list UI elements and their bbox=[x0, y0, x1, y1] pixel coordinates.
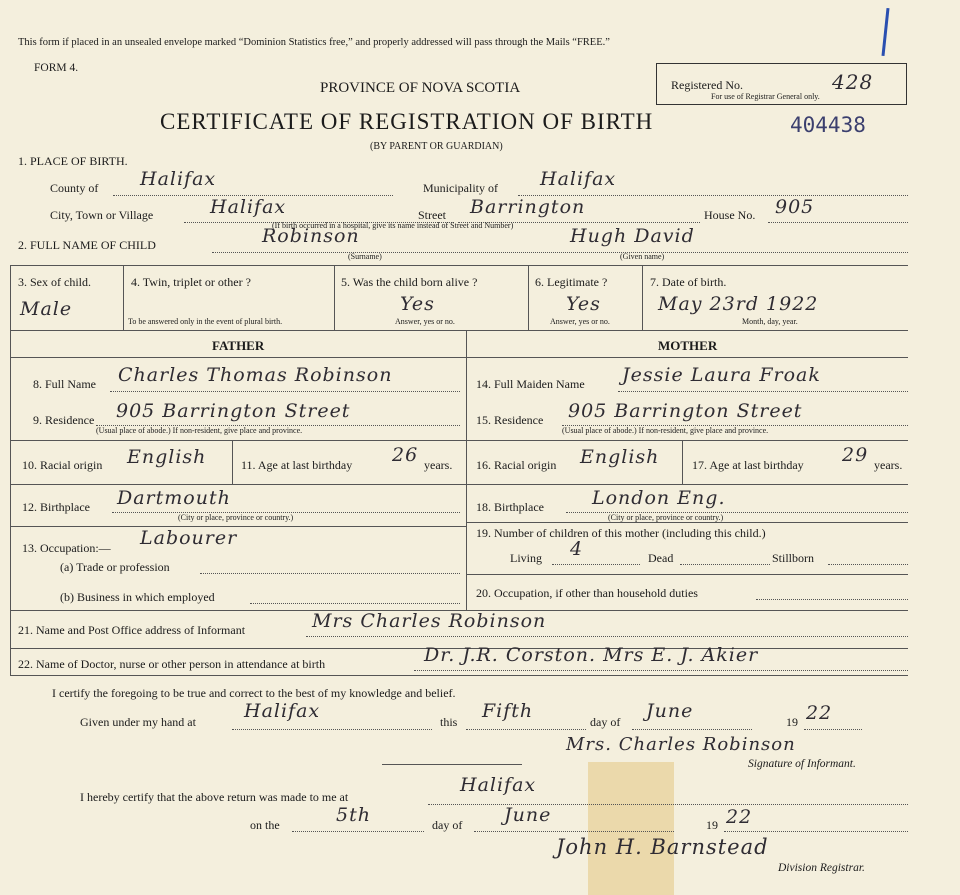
registrar-day-line bbox=[292, 831, 424, 832]
certificate-title: CERTIFICATE OF REGISTRATION OF BIRTH bbox=[160, 109, 654, 134]
registrar-month-line bbox=[474, 831, 674, 832]
informant-label: 21. Name and Post Office address of Informant bbox=[18, 623, 246, 637]
given-place: Halifax bbox=[244, 700, 321, 722]
business-label: (b) Business in which employed bbox=[60, 590, 215, 604]
stillborn-label: Stillborn bbox=[772, 551, 815, 565]
registrar-day-of-label: day of bbox=[432, 818, 463, 832]
month-line bbox=[632, 729, 752, 730]
business-line bbox=[250, 603, 460, 604]
doctor-label: 22. Name of Doctor, nurse or other person in attendance at birth bbox=[18, 657, 326, 671]
registered-number: 428 bbox=[832, 70, 874, 94]
registrar-signature: John H. Barnstead bbox=[556, 835, 769, 859]
father-racial: English bbox=[127, 446, 207, 468]
trade-line bbox=[200, 573, 460, 574]
rule-mother-racial bbox=[466, 484, 908, 485]
child-name-line bbox=[212, 252, 908, 253]
stamp-number: 404438 bbox=[790, 113, 866, 137]
mother-birthplace-label: 18. Birthplace bbox=[476, 500, 544, 514]
father-age-label: 11. Age at last birthday bbox=[241, 458, 353, 472]
surname-caption: (Surname) bbox=[348, 252, 382, 261]
given-label: Given under my hand at bbox=[80, 715, 196, 729]
father-heading: FATHER bbox=[212, 338, 265, 353]
signature-caption: Signature of Informant. bbox=[748, 758, 856, 770]
county-value: Halifax bbox=[140, 168, 217, 190]
rule-mother-children bbox=[466, 574, 908, 575]
certify-month: June bbox=[646, 700, 694, 722]
rule-mother-residence bbox=[466, 440, 908, 441]
day-of-label: day of bbox=[590, 715, 621, 729]
rule-doctor bbox=[10, 675, 908, 676]
registrar-caption: Division Registrar. bbox=[778, 862, 865, 874]
place-section-label: 1. PLACE OF BIRTH. bbox=[18, 154, 128, 168]
child-surname: Robinson bbox=[262, 225, 360, 247]
living-line bbox=[552, 564, 640, 565]
doctor-name: Dr. J.R. Corston. Mrs E. J. Akier bbox=[424, 644, 759, 666]
county-label: County of bbox=[50, 181, 99, 195]
mother-occupation-label: 20. Occupation, if other than household duties bbox=[476, 586, 698, 600]
sex-value: Male bbox=[20, 298, 73, 320]
mother-name-label: 14. Full Maiden Name bbox=[476, 377, 585, 391]
mother-birthplace-note: (City or place, province or country.) bbox=[608, 513, 724, 522]
certify-year: 22 bbox=[806, 702, 833, 724]
registrar-place-line bbox=[428, 804, 908, 805]
legitimate-note: Answer, yes or no. bbox=[550, 317, 610, 326]
twin-note: To be answered only in the event of plural birth. bbox=[128, 317, 283, 326]
city-value: Halifax bbox=[210, 196, 287, 218]
father-racial-label: 10. Racial origin bbox=[22, 458, 103, 472]
rule-details-bottom bbox=[10, 330, 908, 331]
given-place-line bbox=[232, 729, 432, 730]
given-name-caption: (Given name) bbox=[620, 252, 665, 261]
registrar-month: June bbox=[504, 804, 552, 826]
registrar-year-line bbox=[724, 831, 908, 832]
signature-short-line bbox=[382, 764, 522, 765]
mother-residence-label: 15. Residence bbox=[476, 413, 544, 427]
father-occupation-label: 13. Occupation:— bbox=[22, 541, 111, 555]
registered-note: For use of Registrar General only. bbox=[711, 92, 820, 101]
mother-age: 29 bbox=[842, 444, 869, 466]
mother-age-label: 17. Age at last birthday bbox=[692, 458, 804, 472]
father-name: Charles Thomas Robinson bbox=[118, 364, 393, 386]
alive-value: Yes bbox=[400, 293, 435, 315]
div-father-racial-age bbox=[232, 440, 233, 484]
living-value: 4 bbox=[570, 538, 584, 560]
house-label: House No. bbox=[704, 208, 756, 222]
alive-label: 5. Was the child born alive ? bbox=[341, 275, 478, 289]
father-age-unit: years. bbox=[424, 458, 453, 472]
registrar-year: 22 bbox=[726, 806, 753, 828]
div-alive-legit bbox=[528, 265, 529, 330]
certify-statement: I certify the foregoing to be true and correct to the best of my knowledge and belief. bbox=[52, 686, 456, 700]
mother-age-unit: years. bbox=[874, 458, 903, 472]
dob-label: 7. Date of birth. bbox=[650, 275, 727, 289]
street-value: Barrington bbox=[470, 196, 586, 218]
province-heading: PROVINCE OF NOVA SCOTIA bbox=[320, 80, 521, 96]
father-residence: 905 Barrington Street bbox=[116, 400, 351, 422]
rule-father-residence bbox=[10, 440, 466, 441]
informant-line bbox=[306, 636, 908, 637]
dob-note: Month, day, year. bbox=[742, 317, 798, 326]
on-the-label: on the bbox=[250, 818, 280, 832]
father-name-line bbox=[110, 391, 460, 392]
mother-birthplace: London Eng. bbox=[592, 487, 726, 509]
father-age: 26 bbox=[392, 444, 419, 466]
postal-notice: This form if placed in an unsealed envelope marked “Dominion Statistics free,” and properly addressed will pass through the Mails “FREE.” bbox=[18, 37, 610, 48]
div-legit-date bbox=[642, 265, 643, 330]
father-occupation: Labourer bbox=[140, 527, 238, 549]
municipality-label: Municipality of bbox=[423, 181, 498, 195]
form-number: FORM 4. bbox=[34, 62, 79, 74]
legitimate-label: 6. Legitimate ? bbox=[535, 275, 608, 289]
street-label: Street bbox=[418, 208, 446, 222]
father-residence-note: (Usual place of abode.) If non-resident, give place and province. bbox=[96, 426, 303, 435]
mother-residence-note: (Usual place of abode.) If non-resident, give place and province. bbox=[562, 426, 769, 435]
father-birthplace-note: (City or place, province or country.) bbox=[178, 513, 294, 522]
rule-details-top bbox=[10, 265, 908, 266]
certify-day: Fifth bbox=[482, 700, 534, 722]
certificate-subtitle: (BY PARENT OR GUARDIAN) bbox=[370, 141, 503, 152]
year-prefix: 19 bbox=[786, 715, 798, 729]
dead-label: Dead bbox=[648, 551, 674, 565]
rule-mother-birthplace bbox=[466, 522, 908, 523]
mother-residence: 905 Barrington Street bbox=[568, 400, 803, 422]
house-line bbox=[768, 222, 908, 223]
informant-signature: Mrs. Charles Robinson bbox=[566, 734, 796, 755]
child-given-name: Hugh David bbox=[570, 225, 695, 247]
div-sex-twin bbox=[123, 265, 124, 330]
children-count-label: 19. Number of children of this mother (including this child.) bbox=[476, 526, 766, 540]
parents-divider bbox=[466, 330, 467, 610]
doctor-line bbox=[414, 670, 908, 671]
mother-heading: MOTHER bbox=[658, 338, 718, 353]
this-label: this bbox=[440, 715, 458, 729]
mother-racial: English bbox=[580, 446, 660, 468]
day-line bbox=[466, 729, 586, 730]
registered-label: Registered No. bbox=[671, 78, 743, 92]
informant-name: Mrs Charles Robinson bbox=[312, 610, 547, 632]
mother-occupation-line bbox=[756, 599, 908, 600]
blue-check-mark bbox=[881, 8, 889, 56]
father-residence-label: 9. Residence bbox=[33, 413, 95, 427]
father-name-label: 8. Full Name bbox=[33, 377, 96, 391]
rule-father-racial bbox=[10, 484, 466, 485]
house-value: 905 bbox=[775, 196, 815, 218]
div-mother-racial-age bbox=[682, 440, 683, 484]
city-label: City, Town or Village bbox=[50, 208, 154, 222]
alive-note: Answer, yes or no. bbox=[395, 317, 455, 326]
rule-father-birthplace bbox=[10, 526, 466, 527]
registrar-statement: I hereby certify that the above return was made to me at bbox=[80, 790, 349, 804]
mother-name: Jessie Laura Froak bbox=[622, 364, 821, 386]
twin-label: 4. Twin, triplet or other ? bbox=[131, 275, 251, 289]
trade-label: (a) Trade or profession bbox=[60, 560, 170, 574]
child-name-label: 2. FULL NAME OF CHILD bbox=[18, 238, 156, 252]
sex-label: 3. Sex of child. bbox=[18, 275, 91, 289]
living-label: Living bbox=[510, 551, 542, 565]
municipality-value: Halifax bbox=[540, 168, 617, 190]
stillborn-line bbox=[828, 564, 908, 565]
year-line bbox=[804, 729, 862, 730]
mother-name-line bbox=[618, 391, 908, 392]
registrar-day: 5th bbox=[336, 804, 371, 826]
dob-value: May 23rd 1922 bbox=[658, 293, 819, 315]
left-border bbox=[10, 265, 11, 675]
father-birthplace-label: 12. Birthplace bbox=[22, 500, 90, 514]
registrar-place: Halifax bbox=[460, 774, 537, 796]
hospital-note: (If birth occurred in a hospital, give its name instead of Street and Number) bbox=[272, 221, 514, 230]
father-birthplace: Dartmouth bbox=[117, 487, 231, 509]
rule-parents-head bbox=[10, 357, 908, 358]
div-twin-alive bbox=[334, 265, 335, 330]
tape-stain bbox=[588, 762, 674, 895]
dead-line bbox=[680, 564, 770, 565]
registrar-year-prefix: 19 bbox=[706, 818, 718, 832]
legitimate-value: Yes bbox=[566, 293, 601, 315]
mother-racial-label: 16. Racial origin bbox=[476, 458, 557, 472]
